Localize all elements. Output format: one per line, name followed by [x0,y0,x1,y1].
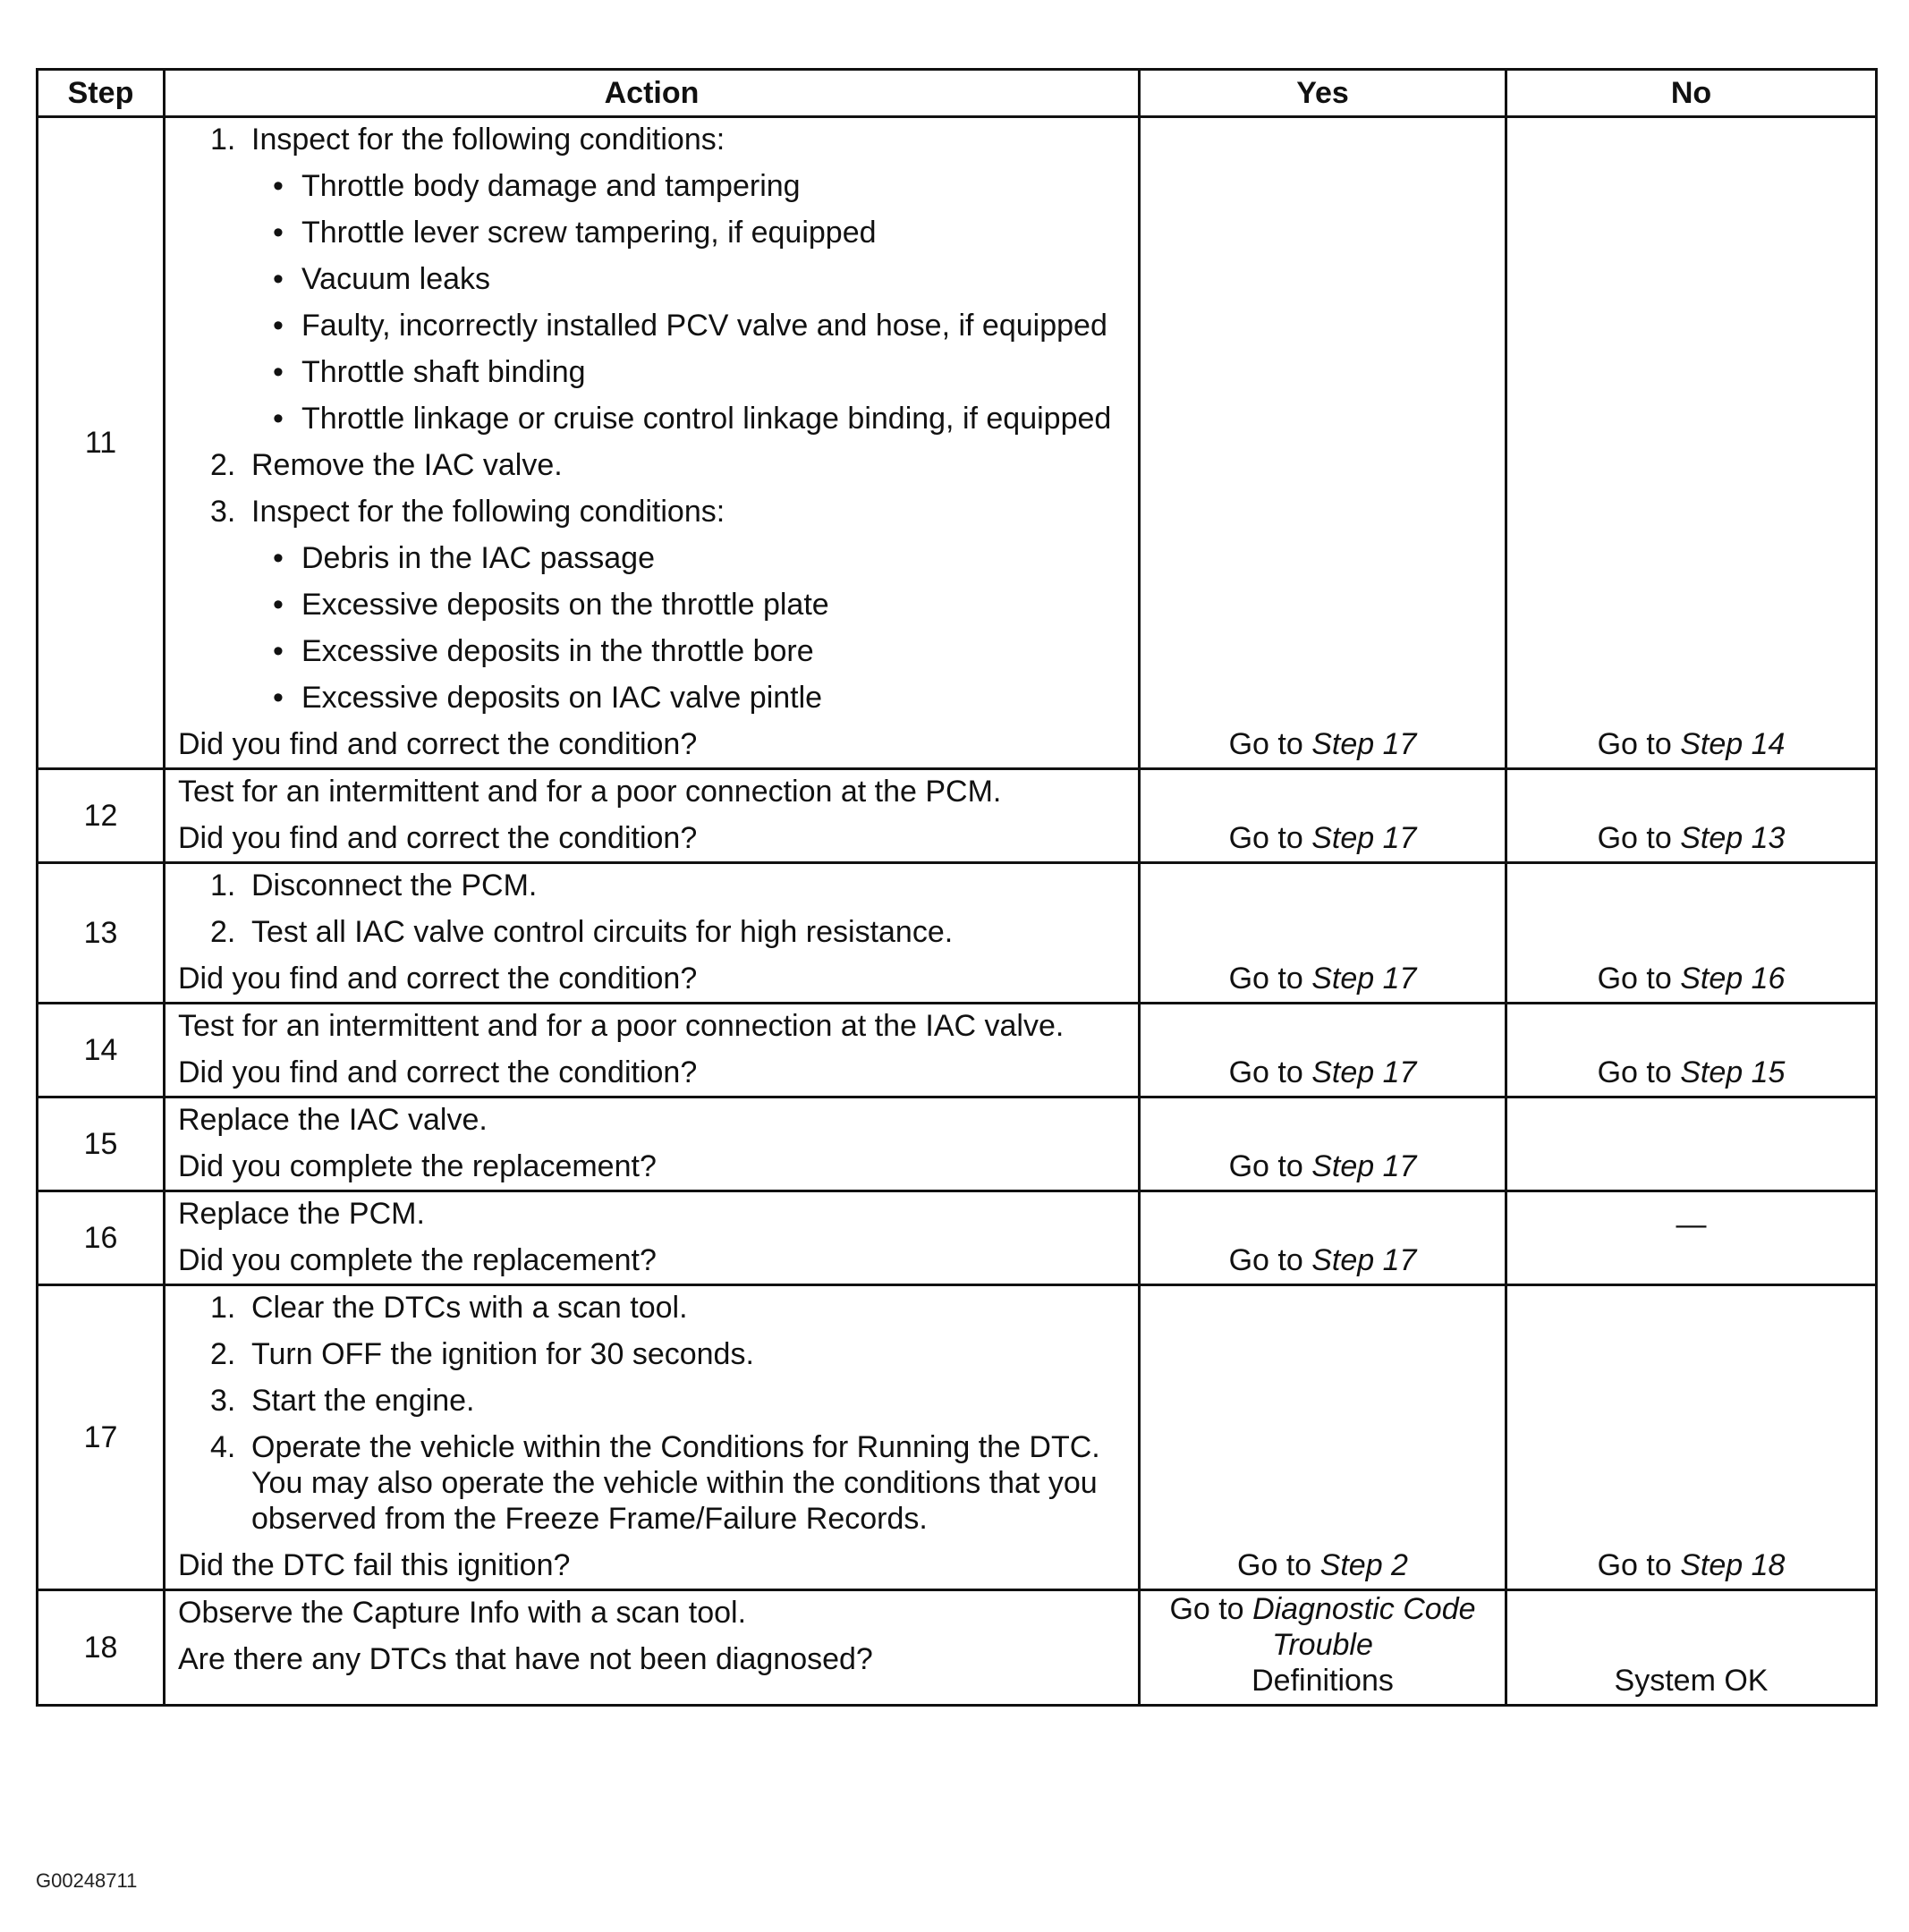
bullet-item [273,633,1133,669]
no-cell [1506,117,1877,769]
action-text: Observe the Capture Info with a scan tool. [178,1596,747,1630]
item-text: Throttle shaft binding [301,355,586,389]
item-text: Throttle linkage or cruise control linkage binding, if equipped [301,402,1112,436]
action-cell [165,863,1140,1004]
yes-step-ref: Step 17 [1311,1055,1417,1089]
numbered-step [210,1290,1133,1326]
step-number: 11 [38,117,165,769]
yes-cell [1140,863,1506,1004]
table-row [38,1285,1877,1590]
action-question: Did the DTC fail this ignition? [178,1548,571,1582]
no-cell [1506,863,1877,1004]
action-question: Did you find and correct the condition? [178,1055,698,1089]
no-cell [1506,1590,1877,1706]
table-row [38,769,1877,863]
numbered-step [210,1383,1133,1419]
header-row [38,70,1877,117]
step-index: 2. [210,448,236,482]
no-step-ref: Step 14 [1680,727,1786,761]
table-row [38,1191,1877,1285]
goto-text: Go to [1228,821,1303,855]
action-cell [165,117,1140,769]
yes-doc-ref: Diagnostic Code Trouble [1252,1592,1476,1662]
goto-text: Go to [1228,1055,1303,1089]
numbered-step [210,914,1133,950]
yes-cell [1140,117,1506,769]
step-index: 4. [210,1430,236,1464]
no-cell [1506,1004,1877,1097]
item-text: Test all IAC valve control circuits for high resistance. [251,915,954,949]
no-cell [1506,1097,1877,1191]
yes-step-ref: Step 2 [1319,1548,1408,1582]
step-number: 16 [38,1191,165,1285]
yes-step-ref: Step 17 [1311,962,1417,996]
action-text: Test for an intermittent and for a poor connection at the IAC valve. [178,1009,1065,1043]
item-text: Excessive deposits on the throttle plate [301,588,829,622]
numbered-step [210,447,1133,483]
goto-text: Go to [1597,821,1672,855]
step-index: 1. [210,1291,236,1325]
item-text: Excessive deposits on IAC valve pintle [301,681,823,715]
item-text: Excessive deposits in the throttle bore [301,634,814,668]
bullet-mark: • [273,402,284,436]
yes-cell [1140,1590,1506,1706]
table-row [38,1097,1877,1191]
step-index: 1. [210,869,236,902]
no-cell [1506,1191,1877,1285]
bullet-item [273,540,1133,576]
header-step: Step [38,70,165,117]
yes-step-ref: Step 17 [1311,821,1417,855]
numbered-step [210,1429,1133,1537]
action-cell [165,1285,1140,1590]
bullet-mark: • [273,309,284,343]
bullet-item [273,587,1133,623]
yes-cell [1140,1191,1506,1285]
item-text: Faulty, incorrectly installed PCV valve and hose, if equipped [301,309,1107,343]
goto-text: Go to [1597,962,1672,996]
goto-text: Go to [1228,1243,1303,1277]
step-index: 2. [210,915,236,949]
no-step-ref: Step 13 [1680,821,1786,855]
no-step-ref: Step 16 [1680,962,1786,996]
bullet-item [273,354,1133,390]
action-cell [165,1590,1140,1706]
item-text: Throttle body damage and tampering [301,169,801,203]
action-question: Did you find and correct the condition? [178,727,698,761]
table-row [38,117,1877,769]
no-dash: — [1676,1208,1707,1241]
numbered-step [210,868,1133,903]
action-question: Are there any DTCs that have not been diagnosed? [178,1642,873,1676]
item-text: Inspect for the following conditions: [251,495,725,529]
numbered-step [210,494,1133,530]
yes-step-ref: Step 17 [1311,1149,1417,1183]
item-text: Throttle lever screw tampering, if equipped [301,216,877,250]
bullet-item [273,168,1133,204]
action-question: Did you find and correct the condition? [178,962,698,996]
action-text: Test for an intermittent and for a poor connection at the PCM. [178,775,1002,809]
step-index: 3. [210,495,236,529]
header-no: No [1506,70,1877,117]
header-action: Action [165,70,1140,117]
bullet-mark: • [273,262,284,296]
bullet-item [273,401,1133,436]
diagnostic-table [36,68,1878,1707]
item-text: Vacuum leaks [301,262,491,296]
table-row [38,1004,1877,1097]
bullet-mark: • [273,216,284,250]
numbered-step [210,122,1133,157]
yes-step-ref: Step 17 [1311,727,1417,761]
step-number: 17 [38,1285,165,1590]
no-step-ref: Step 15 [1680,1055,1786,1089]
goto-text: Go to [1597,1055,1672,1089]
no-step-ref: Step 18 [1680,1548,1786,1582]
step-index: 3. [210,1384,236,1418]
no-cell [1506,769,1877,863]
yes-cell [1140,1004,1506,1097]
action-cell [165,769,1140,863]
table-body [38,117,1877,1706]
action-cell [165,1004,1140,1097]
step-number: 18 [38,1590,165,1706]
item-text: Start the engine. [251,1384,475,1418]
item-text: Turn OFF the ignition for 30 seconds. [251,1337,754,1371]
yes-cell [1140,1097,1506,1191]
bullet-mark: • [273,634,284,668]
item-text: Remove the IAC valve. [251,448,563,482]
bullet-item [273,215,1133,250]
item-text: Inspect for the following conditions: [251,123,725,157]
yes-cell [1140,1285,1506,1590]
bullet-item [273,308,1133,343]
header-yes: Yes [1140,70,1506,117]
bullet-mark: • [273,541,284,575]
goto-text: Go to [1169,1592,1244,1626]
step-index: 2. [210,1337,236,1371]
item-text: Disconnect the PCM. [251,869,538,902]
bullet-item [273,680,1133,716]
step-number: 15 [38,1097,165,1191]
bullet-mark: • [273,169,284,203]
yes-reference [1141,1591,1505,1663]
step-index: 1. [210,123,236,157]
step-number: 12 [38,769,165,863]
goto-text: Go to [1597,727,1672,761]
step-number: 14 [38,1004,165,1097]
yes-cell [1140,769,1506,863]
action-cell [165,1191,1140,1285]
yes-doc-ref-tail: Definitions [1251,1664,1394,1698]
table-row [38,1590,1877,1706]
figure-id: G00248711 [36,1869,138,1892]
item-text: Operate the vehicle within the Conditions for Running the DTC. You may also operate the vehicle within the conditions that you observed from the Freeze Frame/Failure Records. [251,1430,1100,1536]
action-text: Replace the IAC valve. [178,1103,488,1137]
item-text: Clear the DTCs with a scan tool. [251,1291,688,1325]
action-question: Did you complete the replacement? [178,1243,657,1277]
action-text: Replace the PCM. [178,1197,425,1231]
step-number: 13 [38,863,165,1004]
numbered-step [210,1336,1133,1372]
bullet-item [273,261,1133,297]
goto-text: Go to [1228,1149,1303,1183]
no-result: System OK [1614,1664,1769,1698]
action-cell [165,1097,1140,1191]
bullet-mark: • [273,355,284,389]
action-question: Did you find and correct the condition? [178,821,698,855]
bullet-mark: • [273,588,284,622]
goto-text: Go to [1228,727,1303,761]
bullet-mark: • [273,681,284,715]
goto-text: Go to [1237,1548,1312,1582]
goto-text: Go to [1228,962,1303,996]
table-row [38,863,1877,1004]
action-question: Did you complete the replacement? [178,1149,657,1183]
item-text: Debris in the IAC passage [301,541,655,575]
yes-step-ref: Step 17 [1311,1243,1417,1277]
no-cell [1506,1285,1877,1590]
goto-text: Go to [1597,1548,1672,1582]
